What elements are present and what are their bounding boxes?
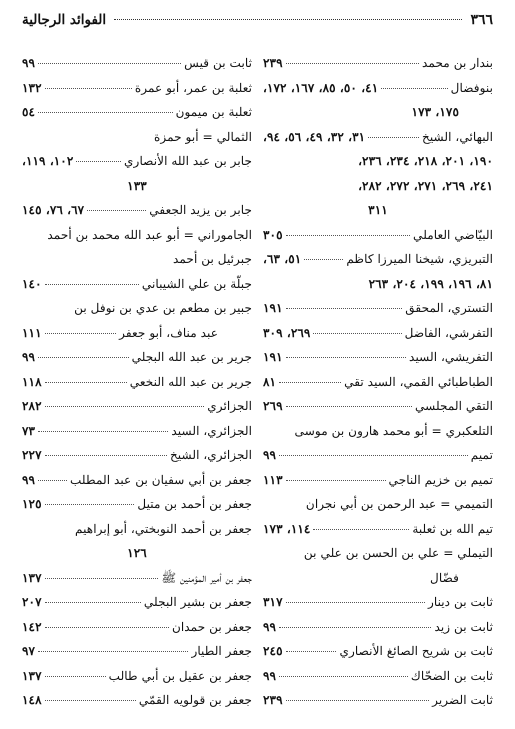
entry-page-numbers: ١٢٥ (22, 497, 42, 511)
leader-dots (304, 259, 343, 260)
entry-page-numbers: ١٤٢ (22, 619, 42, 634)
entry-name: ثابت بن شريح الصائغ الأنصاري (339, 644, 493, 658)
index-entry (22, 345, 252, 370)
leader-dots (38, 480, 67, 481)
leader-dots (38, 357, 129, 358)
leader-dots (381, 88, 447, 89)
entry-page-numbers: ٢٢٧ (22, 448, 42, 462)
entry-name: الجزائري (207, 399, 252, 413)
entry-name: جعفر بن أمير المؤمنين ﷺ (161, 570, 252, 585)
entry-page-numbers: ٢٦٩، ٣٠٩ (263, 325, 311, 340)
entry-page-numbers: ٢٣٩ (263, 56, 283, 70)
entry-page-numbers: ٣١، ٣٢، ٤٩، ٥٦، ٩٤، (263, 129, 366, 144)
index-entry (22, 370, 252, 395)
leader-dots (38, 63, 181, 64)
leader-dots (76, 161, 121, 162)
index-entry (22, 100, 252, 125)
entry-name: جرير بن عبد الله النخعي (129, 374, 252, 389)
leader-dots (45, 504, 135, 505)
entry-name: جعفر بن أبي سفيان بن عبد المطلب (69, 472, 252, 487)
index-entry (22, 615, 252, 640)
entry-name: تميم (470, 448, 493, 462)
leader-dots (279, 627, 431, 628)
continuation-line: فضّال (430, 570, 459, 585)
entry-page-numbers: ٩٩ (263, 448, 277, 462)
leader-dots (38, 112, 172, 113)
entry-name: ثابت الضرير (432, 693, 493, 707)
entry-page-numbers: ١٣٢ (22, 80, 42, 95)
entry-name: جابر بن عبد الله الأنصاري (124, 154, 252, 168)
index-entry (263, 370, 493, 395)
index-entry (22, 76, 252, 101)
entry-name: ثعلبة بن ميمون (175, 105, 252, 119)
entry-page-numbers: ١٤٨ (22, 693, 42, 707)
leader-dots (279, 455, 468, 456)
entry-page-numbers: ٤١، ٥٠، ٨٥، ١٦٧، ١٧٢، (263, 80, 379, 95)
index-entry (22, 639, 252, 664)
entry-page-numbers: ٩٩ (22, 350, 36, 364)
continuation-line: ٨١، ١٩٦، ١٩٩، ٢٠٤، ٢٦٣ (368, 276, 493, 291)
continuation-line: ١٣٣ (127, 178, 147, 193)
index-entry (263, 615, 493, 640)
index-entry (22, 394, 252, 419)
entry-page-numbers: ١٩١ (263, 350, 283, 364)
entry-page-numbers: ٥١، ٦٣، (263, 252, 302, 266)
entry-name: التبريزي، شيخنا الميرزا كاظم (346, 252, 493, 266)
entry-name: جعفر بن بشير البجلي (143, 595, 252, 609)
page-header (22, 12, 493, 36)
entry-page-numbers: ٢٣٩ (263, 693, 283, 707)
entry-name: الجزائري، السيد (171, 423, 252, 438)
index-entry (22, 468, 252, 493)
entry-page-numbers: ٨١ (263, 374, 277, 389)
index-entry (22, 566, 252, 591)
leader-dots (286, 357, 406, 358)
entry-page-numbers: ٩٩ (22, 56, 36, 70)
leader-dots (38, 651, 188, 652)
entry-name: بنوفضال (450, 80, 493, 95)
entry-page-numbers: ٢٨٢ (22, 399, 42, 413)
continuation-line: التيملي = علي بن الحسن بن علي بن (303, 546, 493, 560)
continuation-line: الجاموراني = أبو عبد الله محمد بن أحمد (47, 227, 252, 242)
leader-dots (38, 431, 168, 432)
entry-name: جعفر الطيار (191, 644, 252, 658)
entry-name: جعفر بن عقيل بن أبي طالب (108, 668, 252, 683)
entry-page-numbers: ١١٣ (263, 472, 283, 487)
index-entry (263, 639, 493, 664)
entry-name: البهائي، الشيخ (422, 129, 493, 144)
leader-dots (87, 210, 146, 211)
index-entry (263, 51, 493, 76)
leader-dots (45, 700, 136, 701)
entry-page-numbers: ٢٤٥ (263, 644, 283, 658)
leader-dots (286, 308, 403, 309)
index-column-right (263, 51, 493, 713)
index-entry (22, 419, 252, 444)
entry-page-numbers: ٩٧ (22, 644, 36, 658)
index-entry (22, 688, 252, 713)
entry-page-numbers: ١٤٠ (22, 276, 42, 291)
entry-name: البيّاضي العاملي (413, 227, 493, 242)
leader-dots (286, 700, 430, 701)
entry-page-numbers: ٧٣ (22, 423, 36, 438)
index-entry (263, 590, 493, 615)
running-title: الفوائد الرجالية (22, 12, 107, 28)
entry-page-numbers: ٩٩ (263, 668, 277, 683)
continuation-line: الثمالي = أبو حمزة (153, 129, 252, 144)
entry-name: عبد مناف، أبو جعفر (119, 325, 218, 340)
leader-dots (45, 333, 117, 334)
entry-page-numbers: ٢٠٧ (22, 595, 42, 609)
page-number: ٣٦٦ (470, 12, 493, 28)
leader-dots (286, 63, 419, 64)
index-entry (263, 247, 493, 272)
entry-name: ثابت بن قيس (184, 56, 252, 70)
entry-name: جعفر بن حمدان (171, 619, 252, 634)
leader-dots (286, 602, 425, 603)
continuation-line: جبرئيل بن أحمد (172, 252, 252, 266)
entry-page-numbers: ١١١ (22, 325, 42, 340)
leader-dots (45, 578, 159, 579)
entry-page-numbers: ١١٤، ١٧٣ (263, 521, 311, 536)
leader-dots (45, 88, 132, 89)
index-entry (263, 321, 493, 346)
entry-name: ثعلبة بن عمر، أبو عمرة (134, 80, 252, 95)
entry-name: جبلّة بن علي الشيباني (141, 276, 252, 291)
index-entry (22, 443, 252, 468)
index-entry (22, 198, 252, 223)
entry-name: التقي المجلسي (414, 399, 493, 413)
entry-name: التفرشي، الفاضل (404, 325, 493, 340)
index-entry (22, 590, 252, 615)
index-entry (263, 664, 493, 689)
continuation-line: جعفر بن أحمد النوبختي، أبو إبراهيم (75, 521, 252, 536)
leader-dots (279, 676, 408, 677)
leader-dots (45, 406, 205, 407)
continuation-line: ٢٤١، ٢٦٩، ٢٧١، ٢٧٢، ٢٨٢، (358, 178, 493, 193)
index-entry (263, 76, 493, 101)
entry-name: جعفر بن أحمد بن متيل (137, 497, 252, 511)
index-entry (263, 125, 493, 150)
index-entry (263, 688, 493, 713)
continuation-line: جبير بن مطعم بن عدي بن نوفل بن (74, 301, 252, 315)
entry-page-numbers: ١١٨ (22, 374, 42, 389)
continuation-line: التميمي = عبد الرحمن بن أبي نجران (305, 497, 493, 511)
index-entry (22, 272, 252, 297)
entry-page-numbers: ١٣٧ (22, 668, 42, 683)
entry-page-numbers: ٣١٧ (263, 595, 283, 609)
entry-page-numbers: ٥٤ (22, 105, 36, 119)
entry-name: تيم الله بن ثعلبة (412, 521, 493, 536)
leader-dots (45, 676, 106, 677)
leader-dots (286, 406, 412, 407)
entry-name: التفريشي، السيد (409, 350, 493, 364)
entry-name: التستري، المحقق (405, 301, 493, 315)
leader-dots (286, 651, 337, 652)
index-entry (263, 468, 493, 493)
leader-dots (45, 627, 169, 628)
index-entry (263, 296, 493, 321)
index-entry (22, 664, 252, 689)
entry-page-numbers: ٢٦٩ (263, 399, 283, 413)
index-entry (22, 149, 252, 174)
continuation-line: ١٢٦ (127, 546, 147, 560)
entry-name: ثابت بن دينار (428, 595, 493, 609)
continuation-line: ١٩٠، ٢٠١، ٢١٨، ٢٣٤، ٢٣٦، (358, 154, 493, 168)
index-entry (22, 51, 252, 76)
continuation-line: التلعكبري = أبو محمد هارون بن موسى (294, 423, 493, 438)
entry-name: تميم بن خزيم الناجي (388, 472, 493, 487)
leader-dots (45, 602, 141, 603)
leader-dots (286, 235, 410, 236)
entry-name: جرير بن عبد الله البجلي (131, 350, 252, 364)
leader-dots (45, 455, 167, 456)
leader-dots (313, 529, 409, 530)
entry-name: ثابت بن زيد (434, 619, 493, 634)
leader-dots (286, 480, 386, 481)
index-entry (263, 517, 493, 542)
entry-name: جعفر بن قولويه القمّي (138, 693, 252, 707)
index-column-left (22, 51, 252, 713)
index-entry (263, 443, 493, 468)
leader-dots (368, 137, 419, 138)
entry-page-numbers: ٣٠٥ (263, 227, 283, 242)
index-entry (263, 345, 493, 370)
continuation-line: ١٧٥، ١٧٣ (411, 105, 459, 119)
entry-page-numbers: ٩٩ (22, 472, 36, 487)
entry-page-numbers: ١٩١ (263, 301, 283, 315)
entry-name: الجزائري، الشيخ (169, 448, 252, 462)
header-dotted-rule (114, 19, 462, 20)
index-entry (263, 394, 493, 419)
leader-dots (45, 382, 127, 383)
leader-dots (45, 284, 139, 285)
index-entry (22, 321, 252, 346)
entry-name: جابر بن يزيد الجعفي (149, 203, 252, 217)
entry-page-numbers: ١٣٧ (22, 570, 42, 585)
leader-dots (279, 382, 341, 383)
entry-page-numbers: ١٠٢، ١١٩، (22, 154, 74, 168)
entry-page-numbers: ٦٧، ٧٦، ١٤٥ (22, 203, 85, 217)
entry-name: ثابت بن الضحّاك (410, 668, 493, 683)
continuation-line: ٣١١ (368, 203, 388, 217)
leader-dots (313, 333, 401, 334)
entry-name: بندار بن محمد (422, 56, 493, 70)
entry-page-numbers: ٩٩ (263, 619, 277, 634)
entry-name: الطباطبائي القمي، السيد تقي (344, 374, 493, 389)
index-entry (263, 223, 493, 248)
index-entry (22, 492, 252, 517)
